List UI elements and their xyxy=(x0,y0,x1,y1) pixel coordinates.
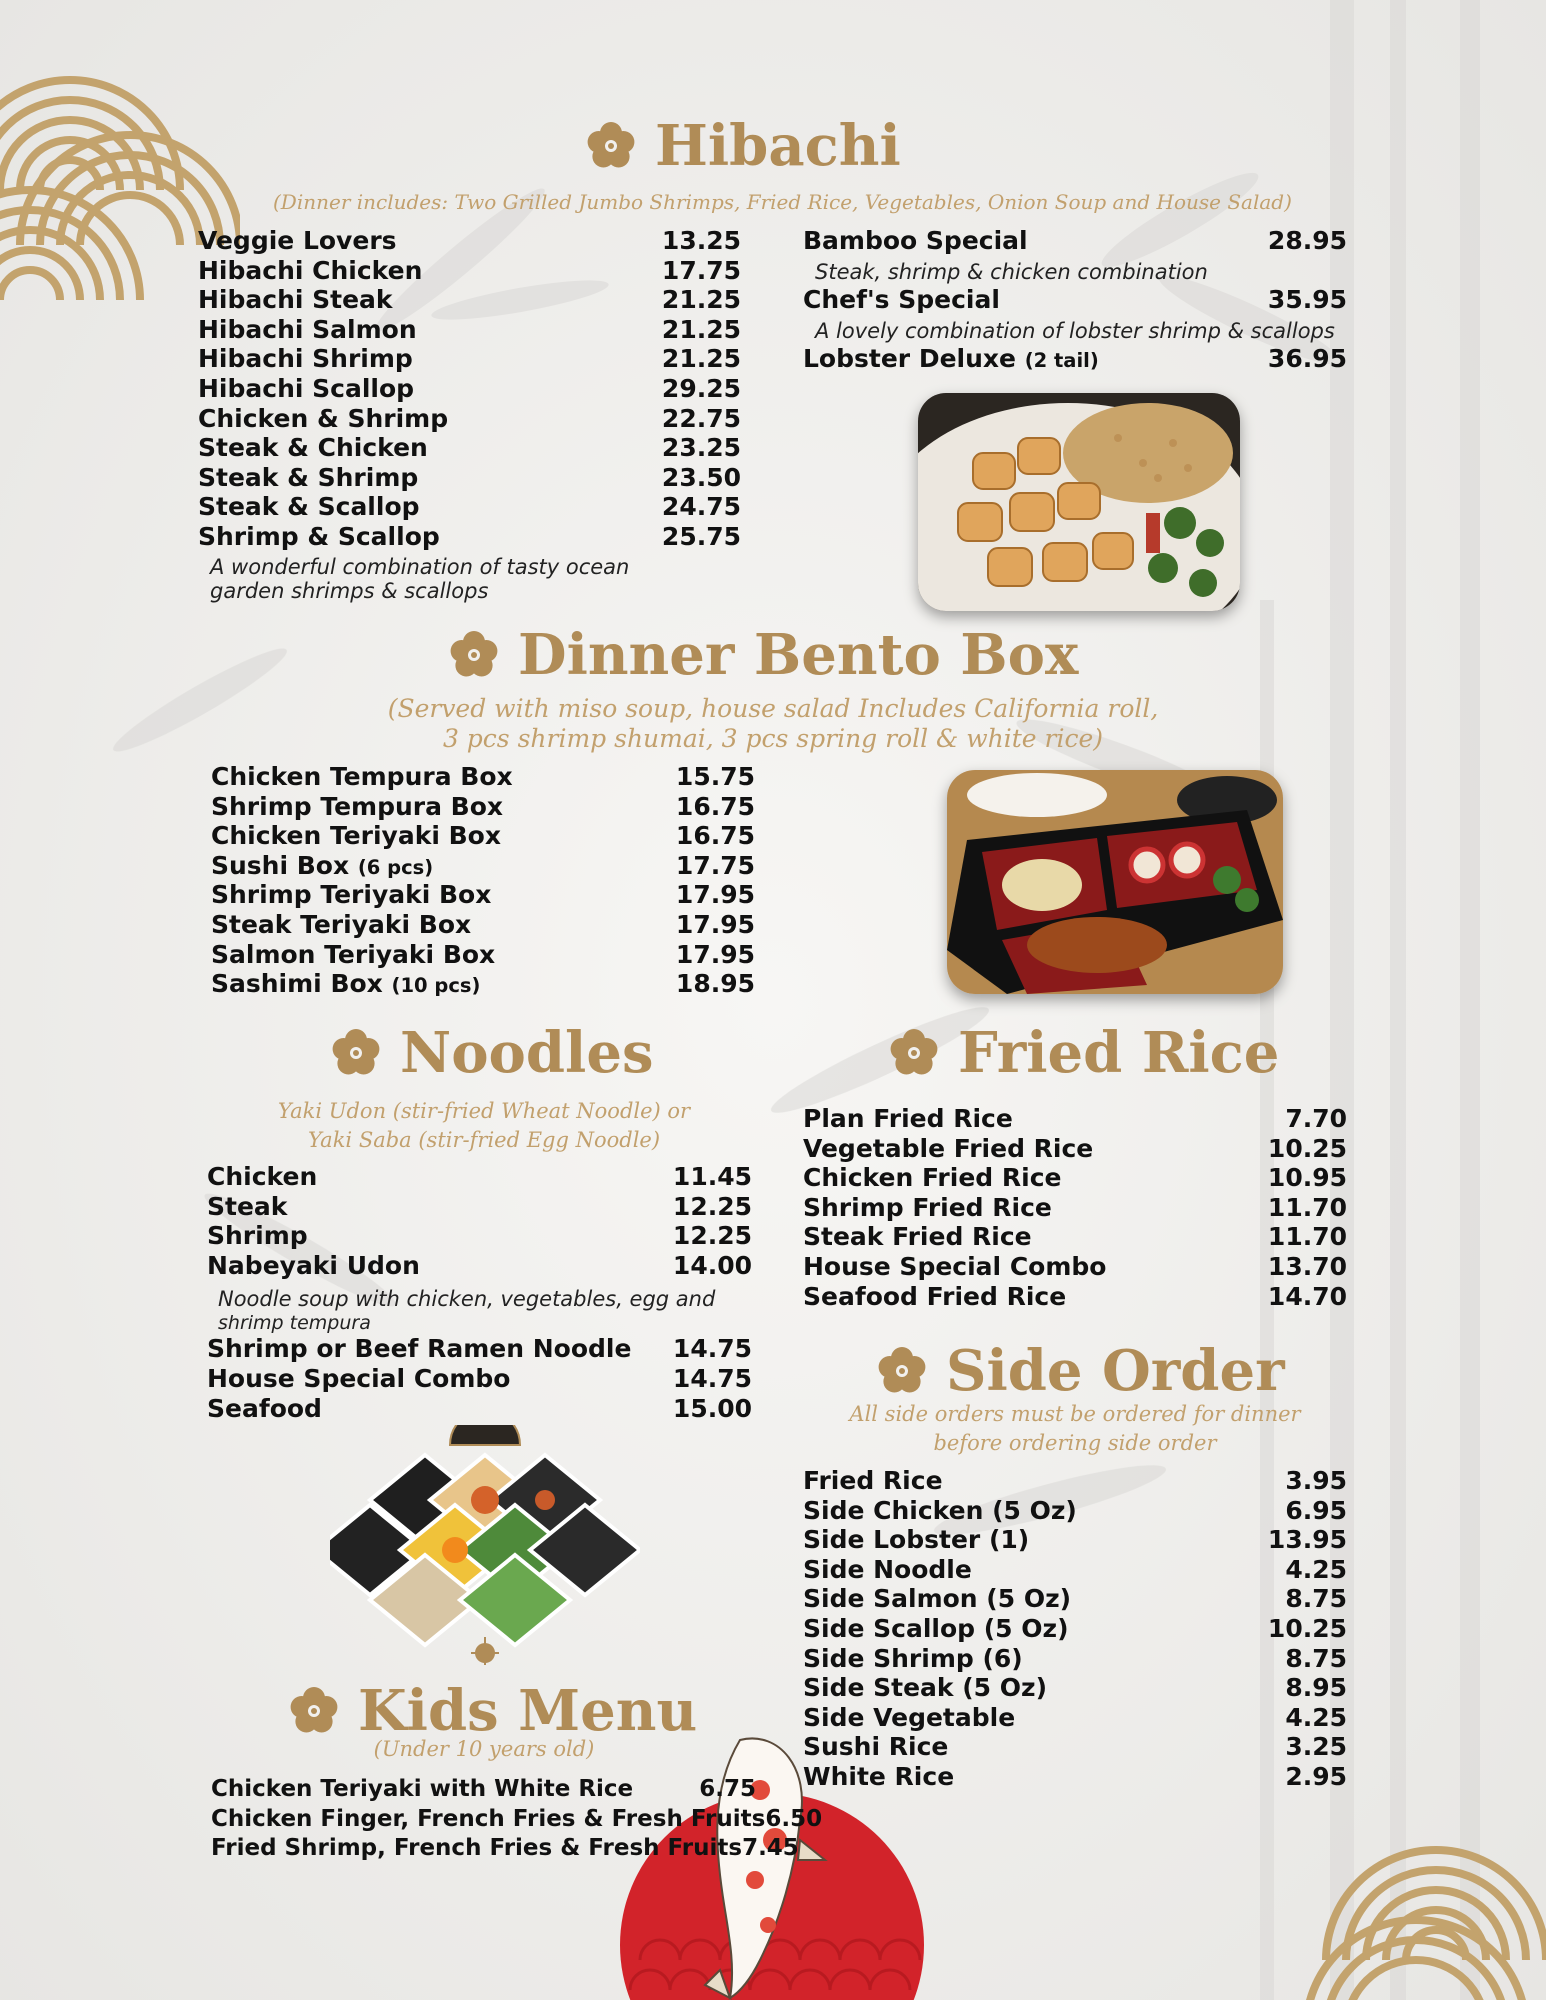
menu-item-name-text: Fried Shrimp, French Fries & Fresh Fruits xyxy=(211,1835,743,1862)
noodles-title: Noodles xyxy=(400,1020,654,1086)
menu-item-name-text: Chicken Finger, French Fries & Fresh Fruits xyxy=(211,1805,766,1832)
menu-item-name-text: Side Salmon (5 Oz) xyxy=(803,1584,1072,1614)
menu-item-row xyxy=(207,1162,752,1191)
menu-item-row xyxy=(211,969,755,998)
menu-item-name-text: Sushi Rice xyxy=(803,1732,949,1762)
menu-item-name xyxy=(803,1222,1032,1251)
menu-item-name xyxy=(207,1192,287,1221)
menu-item-name xyxy=(803,1252,1106,1281)
menu-item-name-text: Steak Fried Rice xyxy=(803,1222,1032,1252)
sakura-flower-icon xyxy=(288,1685,340,1737)
menu-item-price: 13.25 xyxy=(661,226,741,255)
menu-item-price: 8.75 xyxy=(1285,1643,1347,1673)
menu-item-name xyxy=(803,1163,1061,1192)
menu-item-name-text: Chicken Teriyaki with White Rice xyxy=(211,1776,634,1802)
sakura-flower-icon xyxy=(876,1345,928,1397)
menu-item-name xyxy=(803,1673,1047,1702)
noodles-subtitle-line1: Yaki Udon (stir-fried Wheat Noodle) or xyxy=(277,1099,691,1123)
menu-item-row xyxy=(211,1776,756,1802)
menu-item-lobster-deluxe: Lobster Deluxe (2 tail) 36.95 xyxy=(803,344,1347,373)
sakura-flower-icon xyxy=(448,629,500,681)
menu-item-row xyxy=(803,1222,1347,1251)
menu-item-name xyxy=(198,285,393,314)
menu-item-name xyxy=(803,1762,954,1791)
menu-item-price: 18.95 xyxy=(675,969,755,999)
menu-item-name-text: Side Chicken (5 Oz) xyxy=(803,1495,1077,1525)
bamboo-special-note: Steak, shrimp & chicken combination xyxy=(815,260,1208,284)
nabeyaki-note-line2: shrimp tempura xyxy=(218,1312,371,1334)
menu-item-price: 12.25 xyxy=(672,1191,752,1221)
menu-item-chefs-special: Chef's Special 35.95 xyxy=(803,285,1347,314)
menu-item-name xyxy=(207,1334,631,1363)
menu-item-row xyxy=(211,910,755,939)
menu-item-price: 17.75 xyxy=(661,255,741,285)
menu-item-name-text: White Rice xyxy=(803,1762,955,1791)
menu-item-row xyxy=(803,1614,1347,1643)
menu-item-row xyxy=(207,1334,752,1363)
side-order-subtitle-line1: All side orders must be ordered for dinner xyxy=(849,1402,1301,1426)
menu-item-name xyxy=(198,463,418,492)
menu-item-price: 6.95 xyxy=(1285,1495,1347,1525)
menu-item-price: 8.75 xyxy=(1285,1584,1347,1614)
menu-item-price: 10.25 xyxy=(1267,1133,1347,1163)
menu-item-name xyxy=(803,1614,1069,1643)
menu-item-name-text: Chicken xyxy=(207,1162,318,1191)
menu-item-name-text: House Special Combo xyxy=(803,1252,1107,1281)
menu-item-price: 3.25 xyxy=(1285,1732,1347,1762)
menu-item-name xyxy=(803,1466,943,1495)
menu-item-row xyxy=(198,404,741,433)
menu-item-name-text: Hibachi Steak xyxy=(198,285,393,315)
menu-item-name-text: Hibachi Salmon xyxy=(198,314,417,344)
menu-item-name xyxy=(207,1364,510,1393)
menu-item-price: 21.25 xyxy=(661,285,741,315)
menu-item-price: 17.95 xyxy=(675,939,755,969)
menu-item-row xyxy=(803,1496,1347,1525)
menu-item-row xyxy=(803,1282,1347,1311)
menu-item-name xyxy=(803,1584,1071,1613)
menu-item-row xyxy=(211,940,755,969)
menu-item-price: 16.75 xyxy=(675,791,755,821)
menu-item-name-text: Steak & Chicken xyxy=(198,433,428,463)
menu-item-name-text: Sushi Box xyxy=(211,850,350,880)
menu-item-name xyxy=(198,522,440,551)
menu-item-name-text: Salmon Teriyaki Box xyxy=(211,939,496,969)
menu-item-name-text: Side Steak (5 Oz) xyxy=(803,1673,1047,1703)
menu-item-name-text: Shrimp or Beef Ramen Noodle xyxy=(207,1334,632,1364)
menu-item-name-text: Chicken & Shrimp xyxy=(198,403,449,433)
sakura-flower-icon xyxy=(330,1027,382,1079)
menu-item-price: 23.25 xyxy=(661,433,741,463)
menu-item-name xyxy=(207,1221,308,1250)
menu-item-price: 29.25 xyxy=(661,374,741,403)
menu-item-price: 14.75 xyxy=(672,1364,752,1393)
menu-item-row xyxy=(803,1762,1347,1791)
menu-item-name-text: Side Noodle xyxy=(803,1554,972,1584)
menu-item-price: 2.95 xyxy=(1285,1762,1347,1791)
menu-item-price: 23.50 xyxy=(661,462,741,492)
hibachi-subtitle: (Dinner includes: Two Grilled Jumbo Shrimps, Fried Rice, Vegetables, Onion Soup and House Salad) xyxy=(273,190,1292,214)
menu-item-bamboo-special: Bamboo Special 28.95 xyxy=(803,226,1347,255)
kids-menu-heading xyxy=(288,1678,697,1744)
menu-item-price: 14.75 xyxy=(672,1334,752,1364)
menu-item-name xyxy=(207,1251,420,1280)
sakura-flower-icon xyxy=(585,120,637,172)
menu-item-row xyxy=(198,374,741,403)
menu-item-price: 12.25 xyxy=(672,1221,752,1251)
menu-item-name-text: Steak xyxy=(207,1191,288,1221)
menu-item-name xyxy=(803,1555,972,1584)
menu-item-name-text: Steak Teriyaki Box xyxy=(211,910,472,939)
menu-item-name xyxy=(211,880,491,909)
menu-item-price: 7.70 xyxy=(1285,1104,1347,1133)
menu-item-name xyxy=(211,910,471,939)
menu-item-name-text: Side Scallop (5 Oz) xyxy=(803,1614,1069,1643)
hibachi-heading xyxy=(585,113,901,179)
menu-item-name xyxy=(211,762,513,791)
menu-item-row xyxy=(803,1193,1347,1222)
menu-item-row xyxy=(198,226,741,255)
menu-item-price: 24.75 xyxy=(661,492,741,522)
menu-item-name-text: Shrimp Fried Rice xyxy=(803,1192,1052,1222)
menu-item-row xyxy=(803,1163,1347,1192)
menu-item-price: 14.70 xyxy=(1267,1281,1347,1311)
menu-item-name-text: Chicken Tempura Box xyxy=(211,762,513,791)
menu-item-name-text: Hibachi Scallop xyxy=(198,374,415,403)
menu-item-price: 17.95 xyxy=(675,880,755,910)
menu-item-name-text: Fried Rice xyxy=(803,1466,943,1495)
menu-item-row xyxy=(803,1252,1347,1281)
menu-item-name-text: Sashimi Box xyxy=(211,969,383,999)
menu-item-name-text: Side Vegetable xyxy=(803,1702,1016,1732)
menu-item-price: 17.75 xyxy=(675,850,755,880)
menu-item-name-text: Seafood Fried Rice xyxy=(803,1281,1067,1311)
menu-item-name xyxy=(198,374,414,403)
menu-item-price: 10.25 xyxy=(1267,1614,1347,1643)
menu-item-row xyxy=(803,1134,1347,1163)
menu-item-name xyxy=(211,1776,633,1802)
menu-item-row xyxy=(207,1251,752,1280)
menu-item-price: 22.75 xyxy=(661,403,741,433)
menu-item-price: 15.75 xyxy=(675,762,755,791)
kids-menu-title: Kids Menu xyxy=(358,1678,698,1744)
menu-item-price: 21.25 xyxy=(661,314,741,344)
menu-item-row xyxy=(803,1555,1347,1584)
menu-item-price: 3.95 xyxy=(1285,1466,1347,1495)
bento-subtitle-line2: 3 pcs shrimp shumai, 3 pcs spring roll & white rice) xyxy=(442,724,1104,753)
menu-item-name xyxy=(211,1835,742,1861)
menu-item-name xyxy=(211,792,503,821)
menu-item-row xyxy=(207,1394,752,1423)
menu-item-row xyxy=(803,1525,1347,1554)
menu-item-name-text: Side Lobster (1) xyxy=(803,1525,1030,1555)
menu-item-price: 15.00 xyxy=(672,1393,752,1423)
nabeyaki-note-line1: Noodle soup with chicken, vegetables, egg and xyxy=(218,1287,716,1311)
menu-item-name xyxy=(198,344,413,373)
bento-subtitle-line1: (Served with miso soup, house salad Includes California roll, xyxy=(387,694,1159,723)
menu-item-name xyxy=(803,1496,1077,1525)
bento-heading xyxy=(448,622,1078,688)
sakura-flower-icon xyxy=(888,1027,940,1079)
menu-item-name-text: Hibachi Chicken xyxy=(198,255,423,285)
menu-item-name-text: Shrimp xyxy=(207,1221,308,1251)
menu-item-price: 4.25 xyxy=(1285,1702,1347,1732)
menu-item-name xyxy=(198,315,417,344)
menu-item-row xyxy=(198,315,741,344)
menu-item-name-text: Shrimp Teriyaki Box xyxy=(211,880,492,910)
menu-item-name-text: Veggie Lovers xyxy=(198,226,397,255)
seigaiha-wave-ornament-bottom-right xyxy=(1306,1840,1546,2000)
menu-item-name xyxy=(803,1525,1029,1554)
menu-item-name-text: Seafood xyxy=(207,1393,322,1423)
menu-item-price: 13.95 xyxy=(1267,1525,1347,1555)
menu-item-name-text: Vegetable Fried Rice xyxy=(803,1133,1094,1163)
menu-item-row xyxy=(211,880,755,909)
menu-item-name xyxy=(211,1806,765,1832)
menu-item-row xyxy=(803,1466,1347,1495)
menu-item-name-text: Shrimp & Scallop xyxy=(198,522,440,551)
menu-item-name xyxy=(803,1104,1013,1133)
menu-item-row xyxy=(198,256,741,285)
hibachi-scallop-note: A wonderful combination of tasty ocean garden shrimps & scallops xyxy=(210,555,630,604)
noodle-bowls-collage xyxy=(330,1425,640,1665)
menu-item-name xyxy=(803,1282,1066,1311)
side-order-subtitle-line2: before ordering side order xyxy=(933,1431,1217,1455)
menu-item-qty: (6 pcs) xyxy=(357,855,434,879)
menu-item-name-text: Side Shrimp (6) xyxy=(803,1643,1023,1673)
noodles-heading xyxy=(330,1020,653,1086)
menu-item-row xyxy=(198,344,741,373)
menu-item-name xyxy=(211,851,433,880)
menu-item-name-text: Steak & Shrimp xyxy=(198,462,419,492)
fried-rice-title: Fried Rice xyxy=(958,1020,1280,1086)
menu-item-row xyxy=(198,285,741,314)
side-order-heading xyxy=(876,1338,1285,1404)
menu-item-name-text: Steak & Scallop xyxy=(198,492,420,522)
menu-item-price: 8.95 xyxy=(1285,1673,1347,1703)
hibachi-scallop-photo xyxy=(918,393,1240,611)
menu-item-name-text: Chicken Fried Rice xyxy=(803,1163,1062,1193)
menu-item-row xyxy=(207,1192,752,1221)
menu-item-row xyxy=(198,522,741,551)
menu-item-row xyxy=(803,1584,1347,1613)
menu-item-row xyxy=(211,1805,823,1832)
menu-item-price: 25.75 xyxy=(661,522,741,551)
menu-item-row xyxy=(211,792,755,821)
kids-menu-subtitle: (Under 10 years old) xyxy=(373,1737,595,1761)
menu-item-name xyxy=(198,404,448,433)
menu-item-price: 21.25 xyxy=(661,344,741,374)
menu-item-name xyxy=(211,940,495,969)
menu-item-row xyxy=(198,492,741,521)
menu-item-price: 7.45 xyxy=(742,1835,799,1862)
menu-item-name xyxy=(198,433,428,462)
menu-item-name-text: Nabeyaki Udon xyxy=(207,1250,420,1280)
menu-item-name xyxy=(198,256,422,285)
menu-item-name-text: Hibachi Shrimp xyxy=(198,344,413,374)
menu-item-row xyxy=(803,1703,1347,1732)
side-order-title: Side Order xyxy=(946,1338,1285,1404)
menu-item-name xyxy=(198,226,397,255)
menu-item-name xyxy=(803,1644,1023,1673)
menu-item-price: 6.50 xyxy=(765,1805,823,1832)
menu-item-row xyxy=(198,433,741,462)
noodles-subtitle-line2: Yaki Saba (stir-fried Egg Noodle) xyxy=(307,1128,661,1152)
bento-box-photo xyxy=(947,770,1283,994)
menu-item-name xyxy=(198,492,420,521)
menu-item-row xyxy=(211,762,755,791)
menu-item-name xyxy=(211,821,501,850)
menu-item-name xyxy=(803,1703,1015,1732)
hibachi-title: Hibachi xyxy=(655,113,901,179)
menu-item-qty: (10 pcs) xyxy=(391,974,481,998)
menu-item-name xyxy=(207,1394,322,1423)
menu-item-row xyxy=(211,1835,799,1862)
menu-item-name-text: House Special Combo xyxy=(207,1364,511,1393)
menu-item-row xyxy=(803,1644,1347,1673)
fried-rice-heading xyxy=(888,1020,1279,1086)
menu-item-price: 10.95 xyxy=(1267,1163,1347,1193)
menu-item-row xyxy=(198,463,741,492)
menu-item-name xyxy=(803,1732,948,1761)
menu-item-name-text: Plan Fried Rice xyxy=(803,1104,1013,1133)
menu-item-price: 11.70 xyxy=(1267,1192,1347,1222)
menu-item-price: 6.75 xyxy=(699,1776,756,1802)
menu-item-name xyxy=(211,969,480,998)
menu-item-price: 11.45 xyxy=(672,1162,752,1191)
menu-item-price: 11.70 xyxy=(1267,1222,1347,1252)
menu-item-name-text: Chicken Teriyaki Box xyxy=(211,821,501,851)
menu-item-name xyxy=(803,1193,1052,1222)
chefs-special-note: A lovely combination of lobster shrimp & scallops xyxy=(815,319,1335,343)
menu-item-row xyxy=(803,1673,1347,1702)
bento-title: Dinner Bento Box xyxy=(518,622,1079,688)
menu-item-price: 14.00 xyxy=(672,1250,752,1280)
menu-item-price: 17.95 xyxy=(675,910,755,939)
menu-item-row xyxy=(211,821,755,850)
menu-item-name xyxy=(207,1162,317,1191)
menu-item-name-text: Shrimp Tempura Box xyxy=(211,791,504,821)
menu-item-row xyxy=(207,1364,752,1393)
menu-item-price: 13.70 xyxy=(1267,1252,1347,1281)
menu-item-row xyxy=(803,1732,1347,1761)
menu-item-price: 16.75 xyxy=(675,821,755,851)
menu-item-price: 4.25 xyxy=(1285,1554,1347,1584)
hibachi-plate-image xyxy=(918,393,1240,611)
menu-item-row xyxy=(211,851,755,880)
menu-item-row xyxy=(803,1104,1347,1133)
bento-box-image xyxy=(947,770,1283,994)
menu-item-name xyxy=(803,1134,1093,1163)
menu-item-row xyxy=(207,1221,752,1250)
